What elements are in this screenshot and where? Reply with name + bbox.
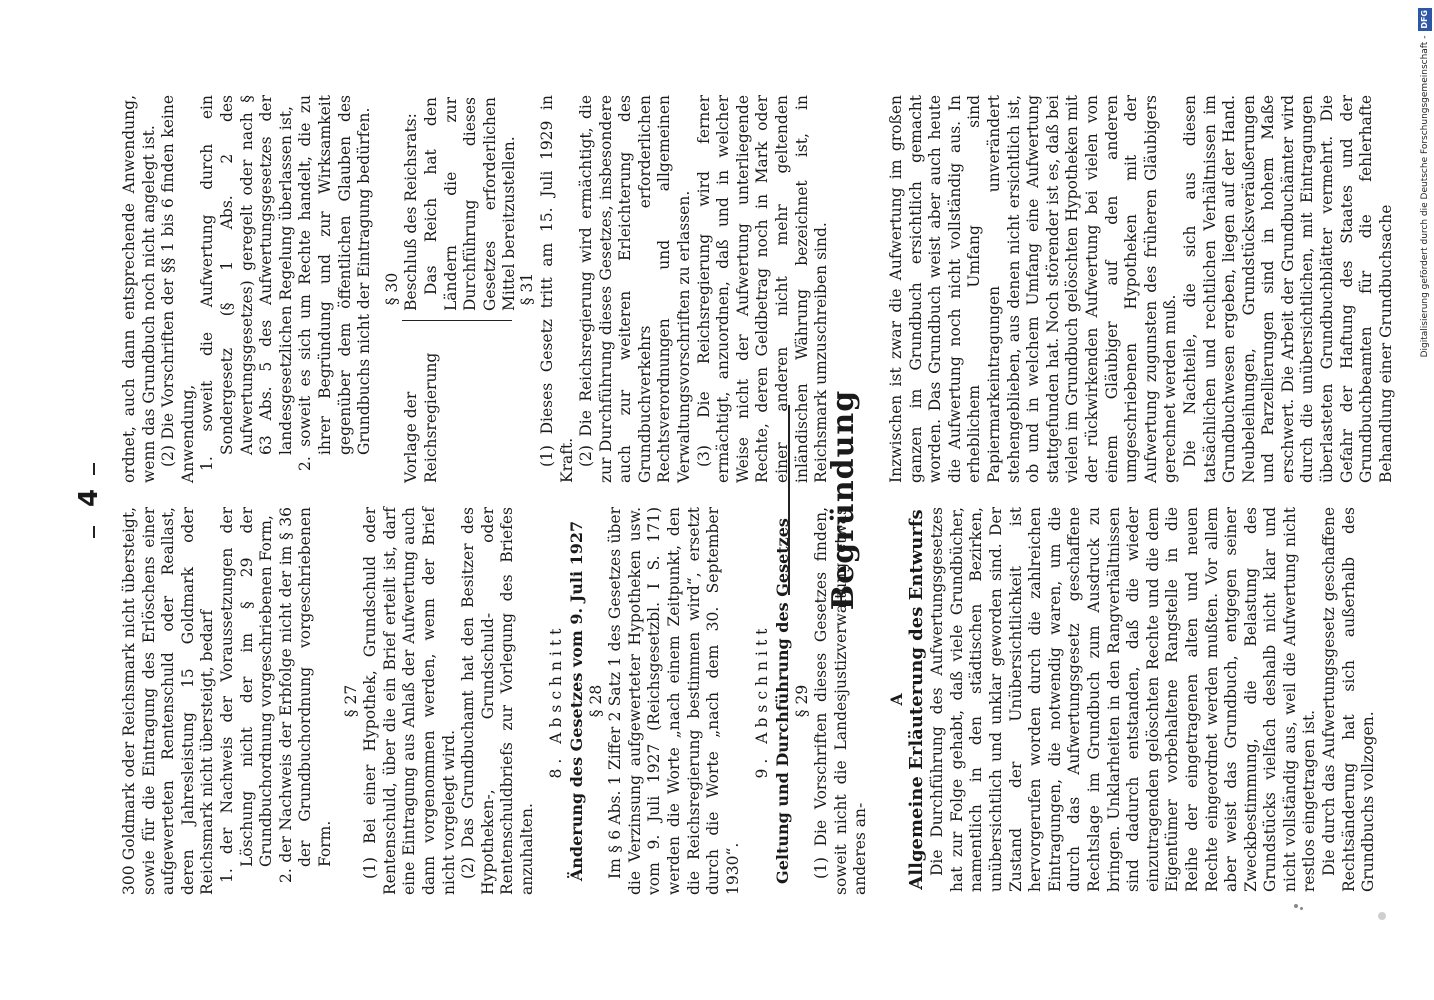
separator-rule <box>788 405 790 595</box>
abschnitt-8-label: 8. Abschnitt <box>547 623 566 779</box>
paragraph: Die durch das Aufwertungsgesetz geschaffene Rechtsänderung hat sich außerhalb des Grundbuchs vollzogen. <box>1320 507 1378 892</box>
page-number: 4 <box>74 488 104 507</box>
digitization-stamp-text <box>1418 8 1432 992</box>
section-30-heading: § 30 <box>382 272 401 306</box>
list-item: 1. der Nachweis der Voraussetzungen der Löschung nicht der im § 29 der Grundbuchordnung vorgeschriebenen Form, <box>217 507 276 883</box>
abschnitt-9-title: Geltung und Durchführung des Gesetzes <box>773 518 792 884</box>
left-column <box>120 507 871 895</box>
right-column <box>120 95 832 483</box>
digitization-stamp <box>1418 8 1432 992</box>
reichsrat-decision <box>402 97 520 311</box>
list-item: 1. soweit die Aufwertung durch ein Sondergesetz (§ 1 Abs. 2 des Aufwertungsgesetzes) geregelt oder nach § 63 Abs. 5 des Aufwertungsgesetzes der landesgesetzlichen Regelung überlassen ist, <box>198 95 295 471</box>
header-dash-left <box>93 526 95 538</box>
paragraph: (1) Dieses Gesetz tritt am 15. Juli 1929 in Kraft. <box>537 95 576 483</box>
scan-speck <box>1300 907 1303 910</box>
paragraph: ordnet, auch dann entsprechende Anwendung, wenn das Grundbuch noch nicht angelegt ist. <box>120 95 158 483</box>
paragraph: Die Nachteile, die sich aus diesen tatsächlichen und rechtlichen Verhältnissen im Grundbuchwesen ergeben, liegen auf der Hand. Neubeleihungen, Grundstücksveräußerungen und Parzellierungen sind in hohem Maße erschwert. Die Arbeit der Grundbuchämter wird durch die unübersichtlichen, mit Eintragungen überlasteten Grundbuchblätter vermehrt. Die Gefahr der Haftung des Staates und der Grundbuchbeamten für die fehlerhafte Behandlung einer Grundbuchsache <box>1180 95 1395 483</box>
paragraph: 300 Goldmark oder Reichsmark nicht übersteigt, sowie für die Eintragung des Erlöschens einer aufgewerteten Rentenschuld oder Reallast, deren Jahresleistung 15 Goldmark oder Reichsmark nicht übersteigt, bedarf <box>120 507 217 895</box>
abschnitt-8-title: Änderung des Gesetzes vom 9. Juli 1927 <box>567 520 587 882</box>
section-28-heading: § 28 <box>586 684 605 718</box>
paragraph: (1) Die Vorschriften dieses Gesetzes finden, soweit nicht die Landesjustizverwaltung etwas anderes an- <box>812 507 870 895</box>
section-27-heading: § 27 <box>341 684 360 718</box>
list-item: 2. der Nachweis der Erbfolge nicht der im § 36 der Grundbuchordnung vorgeschriebenen Form. <box>276 507 334 883</box>
dfg-logo: DFG <box>1418 8 1432 31</box>
paragraph: (2) Die Reichsregierung wird ermächtigt, die zur Durchführung dieses Gesetzes, insbesondere auch zur weiteren Erleichterung des Grundbuchverkehrs erforderlichen Rechtsverordnungen und allgemeinen Verwaltungsvorschriften zu erlassen. <box>577 95 694 483</box>
scan-speck <box>1378 912 1386 920</box>
reichsrat-decision-text: Das Reich hat den Ländern die zur Durchführung dieses Gesetzes erforderlichen Mittel bereitzustellen. <box>421 97 519 311</box>
paragraph: (2) Das Grundbuchamt hat den Besitzer des Hypotheken-, Grundschuld- oder Rentenschuldbriefs zur Vorlegung des Briefes anzuhalten. <box>459 507 536 895</box>
digitization-note: Digitalisierung gefördert durch die Deutsche Forschungsgemeinschaft - <box>1420 35 1430 358</box>
section-30-comparison <box>402 95 518 483</box>
reichsrat-decision-title: Beschluß des Reichsrats: <box>402 113 421 311</box>
abschnitt-9-label: 9. Abschnitt <box>753 623 772 779</box>
paragraph: Im § 6 Abs. 1 Ziffer 2 Satz 1 des Gesetzes über die Verzinsung aufgewerteter Hypotheken usw. vom 9. Juli 1927 (Reichsgesetzbl. I S. 171) werden die Worte „nach einem Zeitpunkt, den die Reichsregierung bestimmen wird“, ersetzt durch die Worte „nach dem 30. September 1930“. <box>606 507 742 895</box>
list-item: 2. soweit es sich um Rechte handelt, die zu ihrer Begründung und zur Wirksamkeit gegenüber dem öffentlichen Glauben des Grundbuchs nicht der Eintragung bedürfen. <box>296 95 374 471</box>
paragraph: (1) Bei einer Hypothek, Grundschuld oder Rentenschuld, über die ein Brief erteilt ist, darf eine Eintragung aus Anlaß der Aufwertung auch dann vorgenommen werden, wenn der Brief nicht vorgelegt wird. <box>361 507 458 895</box>
government-proposal-label: Vorlage der Reichsregierung <box>402 352 440 483</box>
part-letter: A <box>887 693 906 706</box>
comparison-divider <box>402 320 512 321</box>
part-title: Allgemeine Erläuterung des Entwurfs <box>905 509 927 890</box>
paragraph: Die Durchführung des Aufwertungsgesetzes hat zur Folge gehabt, daß viele Grundbücher, namentlich in den städtischen Bezirken, unübersichtlich und unklar geworden sind. Der Zustand der Unübersichtlichkeit ist hervorgerufen worden durch die zahlreichen Eintragungen, die notwendig waren, um die durch das Aufwertungsgesetz geschaffene Rechtslage im Grundbuch zum Ausdruck zu bringen. Unklarheiten in den Rangverhältnissen sind dadurch entstanden, daß die wieder einzutragenden gelöschten Rechte und die dem Eigentümer vorbehaltene Rangstelle in die Reihe der eingetragenen alten und neuen Rechte eingeordnet werden mußten. Vor allem aber weist das Grundbuch, entgegen seiner Zweckbestimmung, die Belastung des Grundstücks vielfach deshalb nicht klar und nicht vollständig aus, weil die Aufwertung nicht restlos eingetragen ist. <box>928 507 1319 892</box>
begruendung-left-column <box>887 507 1379 892</box>
header-dash-right <box>93 463 95 475</box>
begruendung-right-column <box>887 95 1396 483</box>
paragraph: (3) Die Reichsregierung wird ferner ermächtigt, anzuordnen, daß und in welcher Weise nicht der Aufwertung unterliegende Rechte, deren Geldbetrag noch in Mark oder einer anderen nicht mehr geltenden inländischen Währung bezeichnet ist, in Reichsmark umzuschreiben sind. <box>694 95 831 483</box>
paragraph: (2) Die Vorschriften der §§ 1 bis 6 finden keine Anwendung, <box>159 95 197 483</box>
paragraph: Inzwischen ist zwar die Aufwertung im großen ganzen im Grundbuch ersichtlich gemacht worden. Das Grundbuch weist aber auch heute die Aufwertung noch nicht vollständig aus. In erheblichem Umfang sind Papiermarkeintragungen unverändert stehengeblieben, aus denen nicht ersichtlich ist, ob und in welchem Umfang eine Aufwertung stattgefunden hat. Noch störender ist es, daß bei vielen im Grundbuch gelöschten Hypotheken mit der rückwirkenden Aufwertung bei vielen von einem Gläubiger auf den anderen umgeschriebenen Hypotheken mit der Aufwertung zugunsten des früheren Gläubigers gerechnet werden muß. <box>887 95 1180 483</box>
scan-speck <box>1294 904 1298 908</box>
page-header <box>74 0 104 1000</box>
begruendung-title: Begründung <box>826 389 861 611</box>
section-29-heading: § 29 <box>792 684 811 718</box>
section-31-heading: § 31 <box>518 272 537 306</box>
